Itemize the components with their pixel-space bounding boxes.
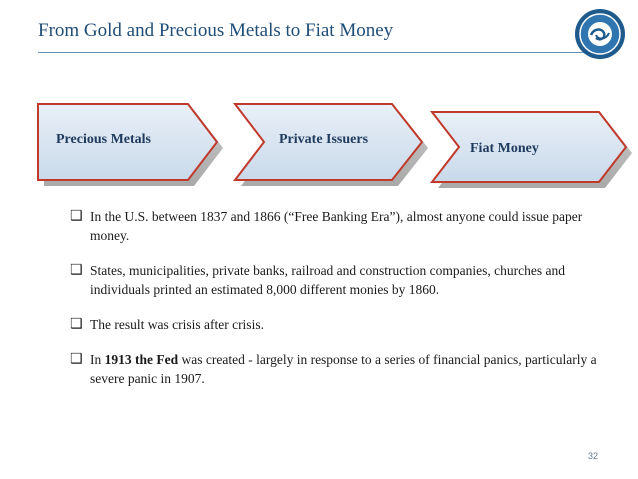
bullet-item-4: [70, 350, 610, 388]
checkbox-bullet-icon: ❑: [70, 351, 83, 367]
bullet-text-1: In the U.S. between 1837 and 1866 (“Free Banking Era”), almost anyone could issue paper money.: [90, 209, 583, 243]
checkbox-bullet-icon: ❑: [70, 316, 83, 332]
process-step-3-label: Fiat Money: [470, 141, 539, 156]
bullet-text-3: The result was crisis after crisis.: [90, 317, 264, 332]
process-step-1-label: Precious Metals: [56, 132, 151, 147]
page-number: 32: [588, 451, 599, 461]
checkbox-bullet-icon: ❑: [70, 262, 83, 278]
bullet-text-4-bold: 1913 the Fed: [104, 352, 179, 367]
process-step-2-label: Private Issuers: [279, 132, 369, 147]
bullet-item-3: [70, 315, 610, 334]
checkbox-bullet-icon: ❑: [70, 208, 83, 224]
bullet-list: [70, 207, 610, 404]
page-title: From Gold and Precious Metals to Fiat Money: [38, 20, 394, 41]
bullet-text-4: was created - largely in response to a series of financial panics, particularly a severe panic in 1907.: [90, 352, 597, 386]
bullet-text-4-pre: In: [90, 352, 105, 367]
bullet-item-1: [70, 207, 610, 245]
bullet-item-2: [70, 261, 610, 299]
bullet-text-2: States, municipalities, private banks, railroad and construction companies, churches and individuals printed an estimated 8,000 different monies by 1860.: [90, 263, 565, 297]
